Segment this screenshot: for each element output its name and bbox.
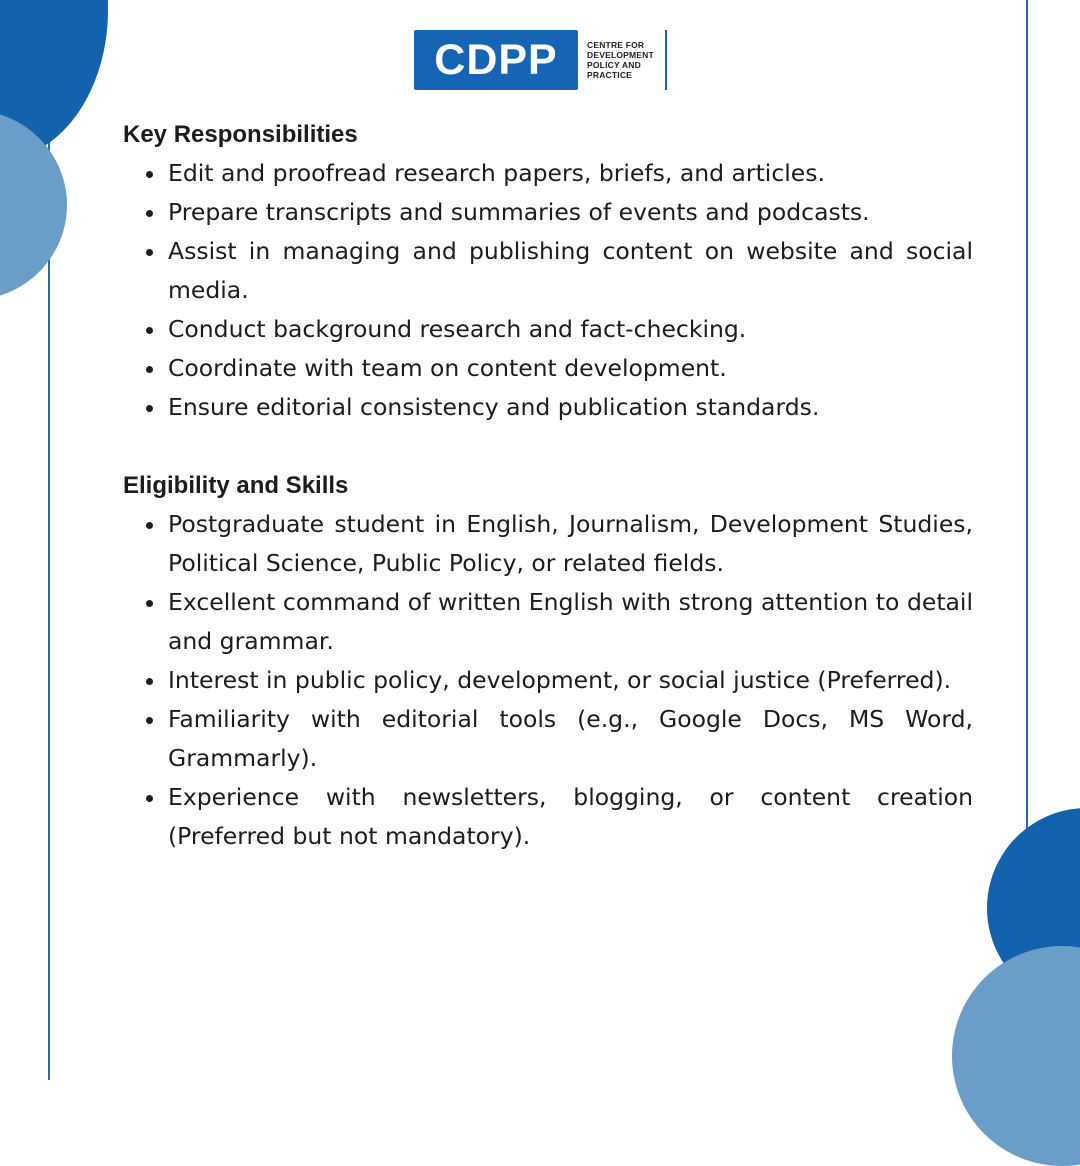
logo-mark: CDPP <box>414 30 578 90</box>
list-item: Interest in public policy, development, or social justice (Preferred). <box>123 661 973 700</box>
decor-circle-bottom-light <box>952 946 1080 1166</box>
list-item: Postgraduate student in English, Journalism, Development Studies, Political Science, Public Policy, or related fields. <box>123 505 973 583</box>
list-item: Excellent command of written English with strong attention to detail and grammar. <box>123 583 973 661</box>
responsibilities-list <box>123 154 973 427</box>
list-item: Coordinate with team on content development. <box>123 349 973 388</box>
list-item: Prepare transcripts and summaries of events and podcasts. <box>123 193 973 232</box>
logo-wordmark <box>578 30 667 90</box>
main-content <box>123 115 973 856</box>
logo-line: PRACTICE <box>587 70 633 80</box>
decor-circle-top-light <box>0 110 67 300</box>
list-item: Experience with newsletters, blogging, or content creation (Preferred but not mandatory). <box>123 778 973 856</box>
logo-line: CENTRE FOR <box>587 40 645 50</box>
section-spacer <box>123 427 973 466</box>
list-item: Assist in managing and publishing content on website and social media. <box>123 232 973 310</box>
responsibilities-heading: Key Responsibilities <box>123 121 358 148</box>
logo-line: POLICY AND <box>587 60 641 70</box>
logo-line: DEVELOPMENT <box>587 50 654 60</box>
list-item: Familiarity with editorial tools (e.g., Google Docs, MS Word, Grammarly). <box>123 700 973 778</box>
eligibility-heading: Eligibility and Skills <box>123 472 349 499</box>
list-item: Ensure editorial consistency and publication standards. <box>123 388 973 427</box>
cdpp-logo <box>414 30 667 90</box>
list-item: Conduct background research and fact-checking. <box>123 310 973 349</box>
list-item: Edit and proofread research papers, briefs, and articles. <box>123 154 973 193</box>
eligibility-list <box>123 505 973 856</box>
